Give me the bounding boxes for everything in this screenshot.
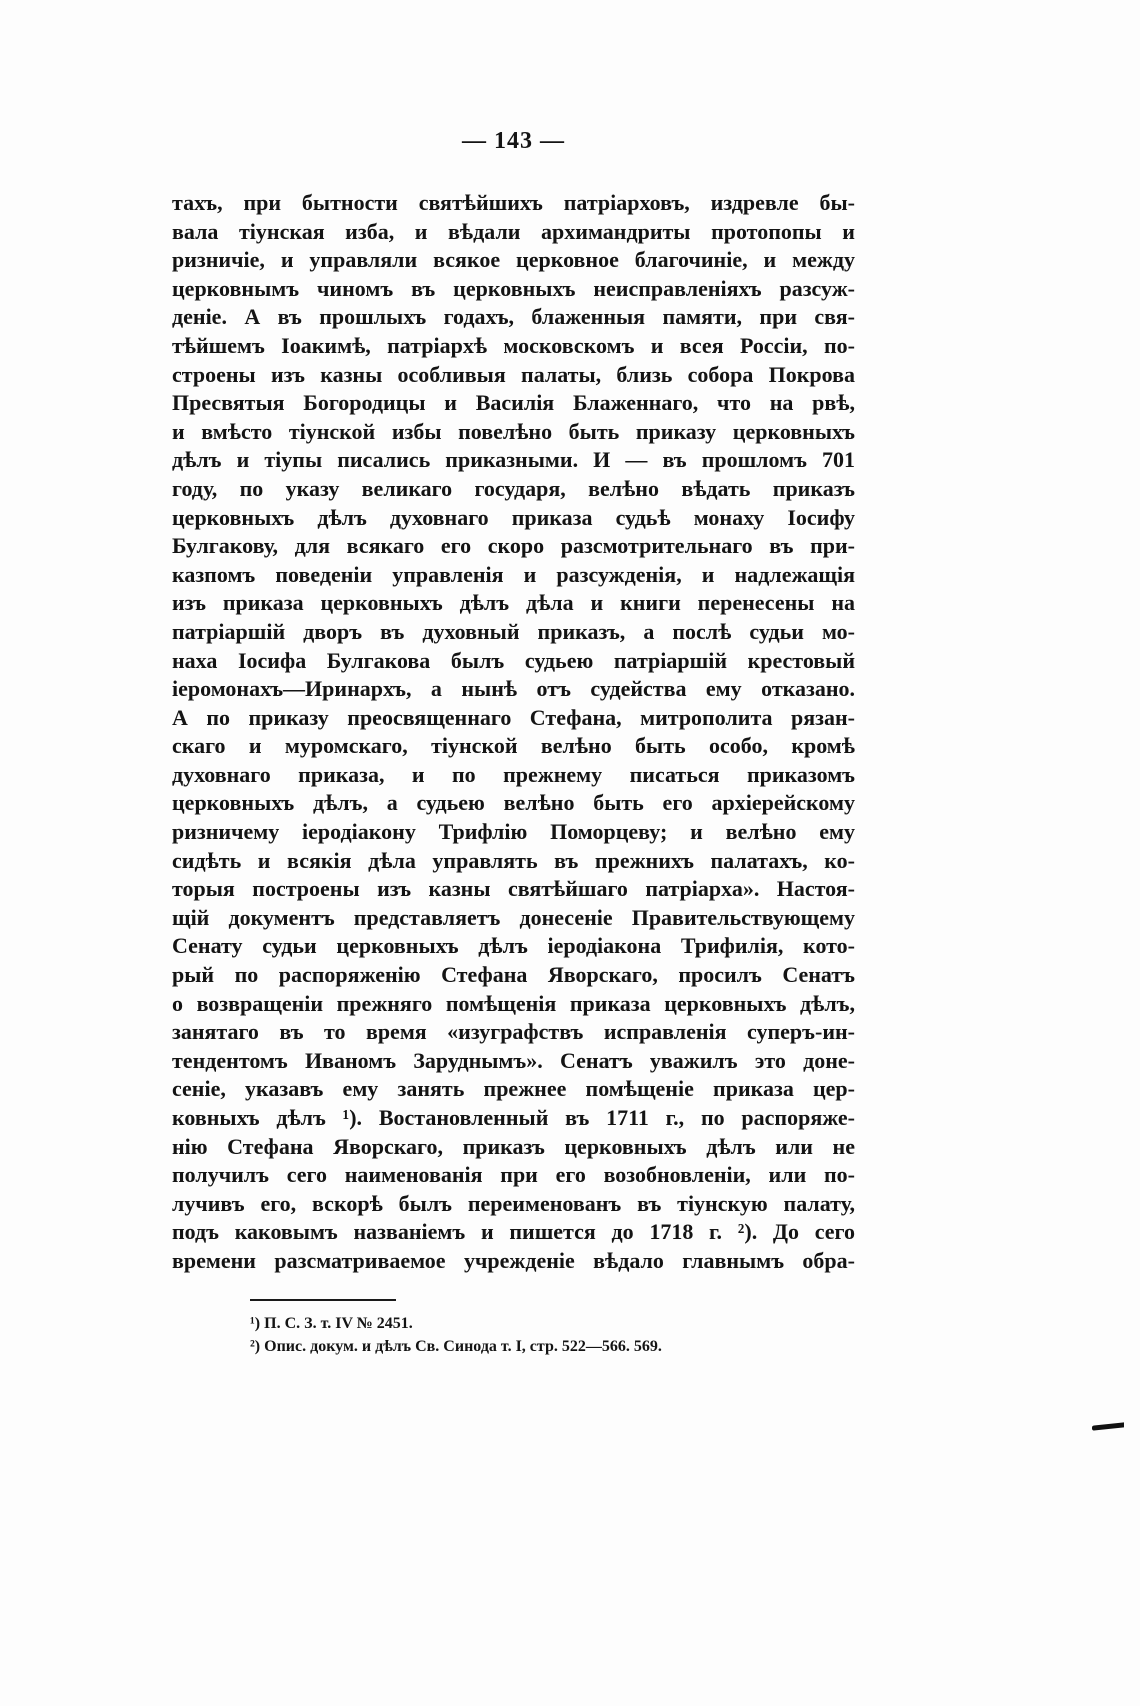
text-line: тахъ, при бытности святѣйшихъ патріарховъ, издревле бы- [172,190,855,215]
text-line: церковныхъ дѣлъ духовнаго приказа судьѣ монаху Іосифу [172,504,855,530]
text-line: казпомъ поведеніи управленія и разсужденія, и надлежащія [172,561,855,587]
scan-artifact [1092,1422,1124,1430]
text-line: торыя построены изъ казны святѣйшаго патріарха». Настоя- [172,876,855,902]
text-line: о возвращеніи прежняго помѣщенія приказа церковныхъ дѣлъ, [172,990,855,1016]
text-line: А по приказу преосвященнаго Стефана, митрополита рязан- [172,704,855,730]
text-line: деніе. А въ прошлыхъ годахъ, блаженныя памяти, при свя- [172,304,855,330]
text-line: и вмѣсто тіунской избы повелѣно быть приказу церковныхъ [172,418,855,444]
text-line: изъ приказа церковныхъ дѣлъ дѣла и книги перенесены на [172,590,855,616]
text-line: ризничіе, и управляли всякое церковное благочиніе, и между [172,247,855,273]
text-line: подъ каковымъ названіемъ и пишется до 1718 г. ²). До сего [172,1219,855,1245]
text-line: Булгакову, для всякаго его скоро разсмотрительнаго въ при- [172,533,855,559]
body-text [172,189,855,1276]
text-line: церковныхъ дѣлъ, а судьею велѣно быть его архіерейскому [172,790,855,816]
text-line: вала тіунская изба, и вѣдали архимандриты протопопы и [172,218,855,244]
text-line: сидѣть и всякія дѣла управлять въ прежнихъ палатахъ, ко- [172,847,855,873]
footnote-1: ¹) П. С. З. т. IV № 2451. [250,1315,413,1332]
text-line: ризничему іеродіакону Трифлію Поморцеву; и велѣно ему [172,819,855,845]
text-line: скаго и муромскаго, тіунской велѣно быть особо, кромѣ [172,733,855,759]
text-line: наха Іосифа Булгакова былъ судьею патріаршій крестовый [172,647,855,673]
footnote-divider [250,1299,396,1301]
text-line: сеніе, указавъ ему занять прежнее помѣщеніе приказа цер- [172,1076,855,1102]
text-line: тендентомъ Иваномъ Заруднымъ». Сенатъ уважилъ это доне- [172,1047,855,1073]
text-line: патріаршій дворъ въ духовный приказъ, а послѣ судьи мо- [172,618,855,644]
text-line: щій документъ представляетъ донесеніе Правительствующему [172,904,855,930]
text-line: Пресвятыя Богородицы и Василія Блаженнаго, что на рвѣ, [172,390,855,416]
text-line: ковныхъ дѣлъ ¹). Востановленный въ 1711 г., по распоряже- [172,1105,855,1130]
text-line: іеромонахъ—Иринархъ, а нынѣ отъ судейства ему отказано. [172,676,855,702]
text-line: духовнаго приказа, и по прежнему писаться приказомъ [172,761,855,787]
page-number: — 143 — [462,128,565,154]
text-line: занятаго въ то время «изуграфствъ исправленія суперъ-ин- [172,1019,855,1045]
text-line: нію Стефана Яворскаго, приказъ церковныхъ дѣлъ или не [172,1133,855,1159]
text-line: времени разсматриваемое учрежденіе вѣдало главнымъ обра- [172,1247,855,1273]
text-line: тѣйшемъ Іоакимѣ, патріархѣ московскомъ и всея Россіи, по- [172,332,855,358]
text-line: церковнымъ чиномъ въ церковныхъ неисправленіяхъ разсуж- [172,275,855,301]
footnotes [250,1312,870,1358]
text-line: году, по указу великаго государя, велѣно вѣдать приказъ [172,475,855,501]
footnote-2: ²) Опис. докум. и дѣлъ Св. Синода т. I, стр. 522—566. 569. [250,1338,662,1355]
text-line: получилъ сего наименованія при его возобновленіи, или по- [172,1162,855,1188]
text-line: лучивъ его, вскорѣ былъ переименованъ въ тіунскую палату, [172,1190,855,1216]
text-line: строены изъ казны особливыя палаты, близь собора Покрова [172,361,855,387]
text-line: рый по распоряженію Стефана Яворскаго, просилъ Сенатъ [172,962,855,988]
text-line: дѣлъ и тіупы писались приказными. И — въ прошломъ 701 [172,447,855,473]
text-line: Сенату судьи церковныхъ дѣлъ іеродіакона Трифилія, кото- [172,933,855,959]
